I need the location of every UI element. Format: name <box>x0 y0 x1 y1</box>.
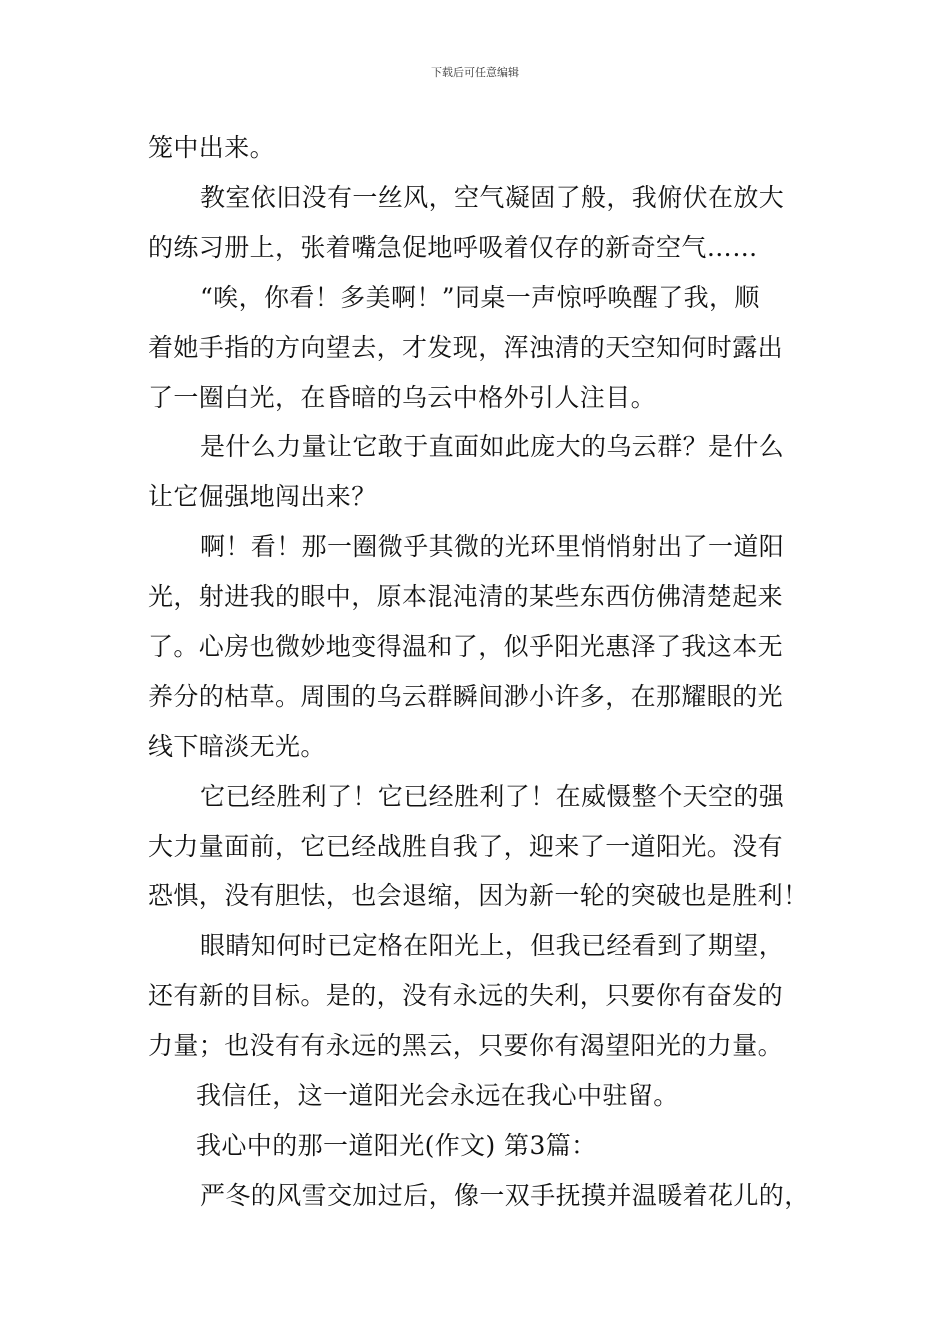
text-line: 是什么力量让它敢于直面如此庞大的乌云群？是什么 <box>200 432 785 461</box>
text-line: 了。心房也微妙地变得温和了，似乎阳光惠泽了我这本无 <box>148 632 784 661</box>
text-line: 线下暗淡无光。 <box>148 732 326 761</box>
text-line: 我信任，这一道阳光会永远在我心中驻留。 <box>196 1081 679 1110</box>
text-line: 眼睛知何时已定格在阳光上，但我已经看到了期望， <box>200 931 785 960</box>
text-line: 啊！看！那一圈微乎其微的光环里悄悄射出了一道阳 <box>200 532 785 561</box>
text-line: 还有新的目标。是的，没有永远的失利，只要你有奋发的 <box>148 981 784 1010</box>
page-header: 下载后可任意编辑 <box>431 66 519 79</box>
text-line: 笼中出来。 <box>148 133 276 162</box>
text-line: 的练习册上，张着嘴急促地呼吸着仅存的新奇空气…… <box>148 233 758 262</box>
text-line: 严冬的风雪交加过后，像一双手抚摸并温暖着花儿的， <box>200 1181 810 1210</box>
text-line: 它已经胜利了！它已经胜利了！在威慑整个天空的强 <box>200 782 785 811</box>
text-line: 了一圈白光，在昏暗的乌云中格外引人注目。 <box>148 383 657 412</box>
text-line: “唉，你看！多美啊！”同桌一声惊呼唤醒了我，顺 <box>200 283 760 312</box>
text-line: 着她手指的方向望去，才发现，浑浊清的天空知何时露出 <box>148 333 784 362</box>
text-line: 大力量面前，它已经战胜自我了，迎来了一道阳光。没有 <box>148 832 784 861</box>
section-heading: 我心中的那一道阳光(作文) 第3篇： <box>196 1131 597 1160</box>
text-line: 恐惧，没有胆怯，也会退缩，因为新一轮的突破也是胜利！ <box>148 881 809 910</box>
text-line: 光，射进我的眼中，原本混沌清的某些东西仿佛清楚起来 <box>148 582 784 611</box>
text-line: 力量；也没有有永远的黑云，只要你有渴望阳光的力量。 <box>148 1031 784 1060</box>
text-line: 养分的枯草。周围的乌云群瞬间渺小许多，在那耀眼的光 <box>148 682 784 711</box>
text-line: 教室依旧没有一丝风，空气凝固了般，我俯伏在放大 <box>200 183 785 212</box>
text-line: 让它倔强地闯出来？ <box>148 482 377 511</box>
